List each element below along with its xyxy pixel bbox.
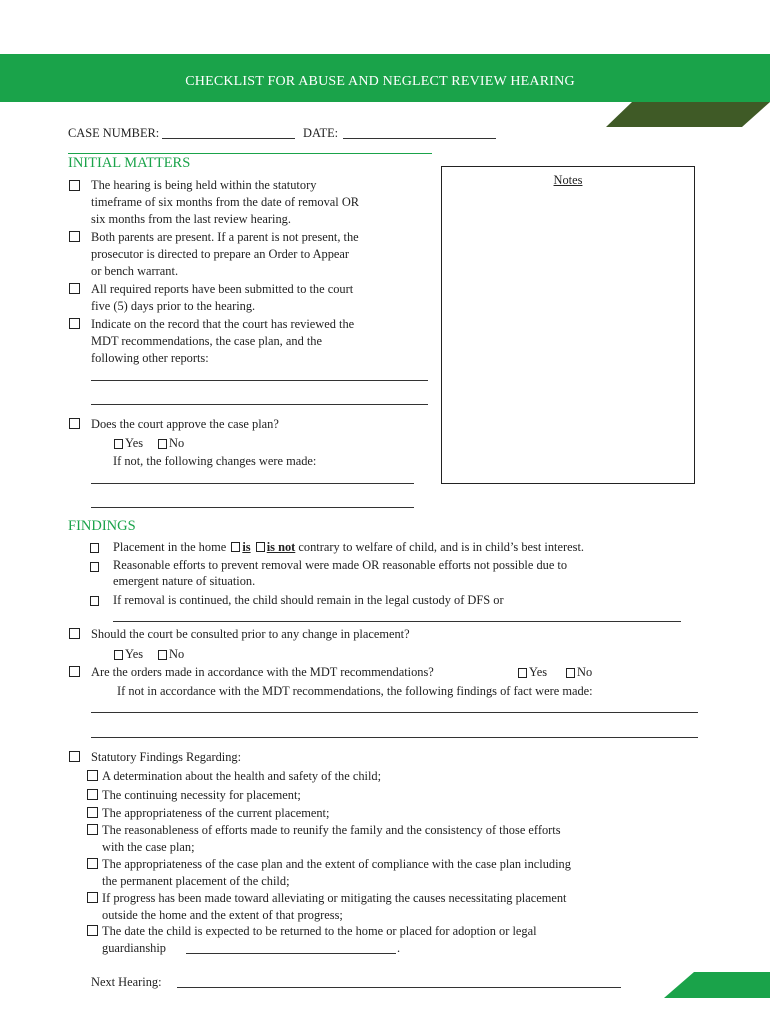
checkbox-consult-court[interactable]	[69, 628, 80, 639]
next-hearing-field[interactable]	[177, 987, 621, 988]
date-label: DATE:	[303, 126, 339, 140]
checkbox-continuing-necessity[interactable]	[87, 789, 98, 800]
date-field[interactable]	[343, 138, 496, 139]
item-text: If progress has been made toward alleviating or mitigating the causes necessitating placement	[102, 891, 567, 905]
item-text: A determination about the health and safety of the child;	[102, 769, 382, 783]
item-text: Does the court approve the case plan?	[91, 417, 279, 431]
findings-line[interactable]	[91, 737, 698, 738]
checkbox-placement-finding[interactable]	[90, 543, 99, 553]
item-text: If not in accordance with the MDT recommendations, the following findings of fact were made:	[117, 684, 593, 698]
changes-label: If not, the following changes were made:	[113, 454, 317, 468]
item-text: Reasonable efforts to prevent removal were made OR reasonable efforts not possible due to	[113, 558, 568, 572]
checkbox-removal-continued[interactable]	[90, 596, 99, 606]
findings-heading: FINDINGS	[68, 518, 136, 534]
checkbox-reviewed-reports[interactable]	[69, 318, 80, 329]
checkbox-case-plan-compliance[interactable]	[87, 858, 98, 869]
case-number-field[interactable]	[162, 138, 295, 139]
yes-label: Yes	[529, 665, 548, 679]
item-text: The appropriateness of the current placement;	[102, 806, 330, 820]
item-text: prosecutor is directed to prepare an Order to Appear	[91, 247, 350, 261]
item-text: with the case plan;	[102, 840, 195, 854]
changes-line[interactable]	[91, 507, 414, 508]
item-text: five (5) days prior to the hearing.	[91, 299, 256, 313]
item-text: emergent nature of situation.	[113, 574, 256, 588]
checkbox-return-date[interactable]	[87, 925, 98, 936]
checkbox-approve-case-plan[interactable]	[69, 418, 80, 429]
case-number-label: CASE NUMBER:	[68, 126, 160, 140]
checkbox-consult-no[interactable]	[158, 650, 167, 660]
item-text: The appropriateness of the case plan and the extent of compliance with the case plan including	[102, 857, 571, 871]
item-text: following other reports:	[91, 351, 209, 365]
item-text: If removal is continued, the child should remain in the legal custody of DFS or	[113, 593, 504, 607]
header-accent-tab	[606, 102, 770, 127]
section-divider	[68, 153, 432, 154]
placement-text-end: contrary to welfare of child, and is in child’s best interest.	[298, 540, 584, 554]
checkbox-case-plan-no[interactable]	[158, 439, 167, 449]
item-text: Are the orders made in accordance with the MDT recommendations?	[91, 665, 434, 679]
checkbox-current-placement[interactable]	[87, 807, 98, 818]
item-text: guardianship	[102, 941, 167, 955]
notes-box[interactable]	[441, 166, 695, 484]
findings-line[interactable]	[91, 712, 698, 713]
item-text: six months from the last review hearing.	[91, 212, 291, 226]
item-text: The date the child is expected to be returned to the home or placed for adoption or legal	[102, 924, 537, 938]
custody-line[interactable]	[113, 621, 681, 622]
item-text: All required reports have been submitted to the court	[91, 282, 354, 296]
item-text: Indicate on the record that the court has reviewed the	[91, 317, 355, 331]
no-label: No	[169, 647, 185, 661]
document-title: CHECKLIST FOR ABUSE AND NEGLECT REVIEW HEARING	[185, 74, 575, 89]
checkbox-progress[interactable]	[87, 892, 98, 903]
checkbox-parents-present[interactable]	[69, 231, 80, 242]
checkbox-reasonableness[interactable]	[87, 824, 98, 835]
item-text: Should the court be consulted prior to any change in placement?	[91, 627, 410, 641]
checkbox-mdt-accordance[interactable]	[69, 666, 80, 677]
checkbox-is-not[interactable]	[256, 542, 265, 552]
item-text: The reasonableness of efforts made to reunify the family and the consistency of those efforts	[102, 823, 561, 837]
initial-matters-heading: INITIAL MATTERS	[68, 155, 191, 171]
checkbox-case-plan-yes[interactable]	[114, 439, 123, 449]
placement-finding	[113, 539, 584, 556]
item-text: The continuing necessity for placement;	[102, 788, 301, 802]
item-text: or bench warrant.	[91, 264, 179, 278]
changes-line[interactable]	[91, 483, 414, 484]
is-not-option: is not	[266, 540, 296, 554]
other-reports-line[interactable]	[91, 380, 428, 381]
other-reports-line[interactable]	[91, 404, 428, 405]
checkbox-consult-yes[interactable]	[114, 650, 123, 660]
item-text: The hearing is being held within the statutory	[91, 178, 317, 192]
item-text: Both parents are present. If a parent is not present, the	[91, 230, 359, 244]
notes-title: Notes	[553, 173, 583, 187]
checkbox-health-safety[interactable]	[87, 770, 98, 781]
yes-label: Yes	[125, 647, 144, 661]
item-text: the permanent placement of the child;	[102, 874, 290, 888]
checkbox-is[interactable]	[231, 542, 240, 552]
checkbox-accord-yes[interactable]	[518, 668, 527, 678]
footer-accent-tab	[664, 972, 770, 998]
checkbox-statutory-findings[interactable]	[69, 751, 80, 762]
guardianship-line[interactable]	[186, 953, 396, 954]
is-option: is	[242, 540, 251, 554]
item-text: .	[397, 941, 401, 955]
checkbox-statutory-timeframe[interactable]	[69, 180, 80, 191]
placement-text: Placement in the home	[113, 540, 227, 554]
no-label: No	[169, 436, 185, 450]
statutory-heading: Statutory Findings Regarding:	[91, 750, 242, 764]
checkbox-reasonable-efforts[interactable]	[90, 562, 99, 572]
checkbox-reports-submitted[interactable]	[69, 283, 80, 294]
no-label: No	[577, 665, 593, 679]
checkbox-accord-no[interactable]	[566, 668, 575, 678]
item-text: MDT recommendations, the case plan, and the	[91, 334, 322, 348]
item-text: timeframe of six months from the date of removal OR	[91, 195, 360, 209]
next-hearing-label: Next Hearing:	[91, 975, 162, 989]
item-text: outside the home and the extent of that progress;	[102, 908, 343, 922]
yes-label: Yes	[125, 436, 144, 450]
